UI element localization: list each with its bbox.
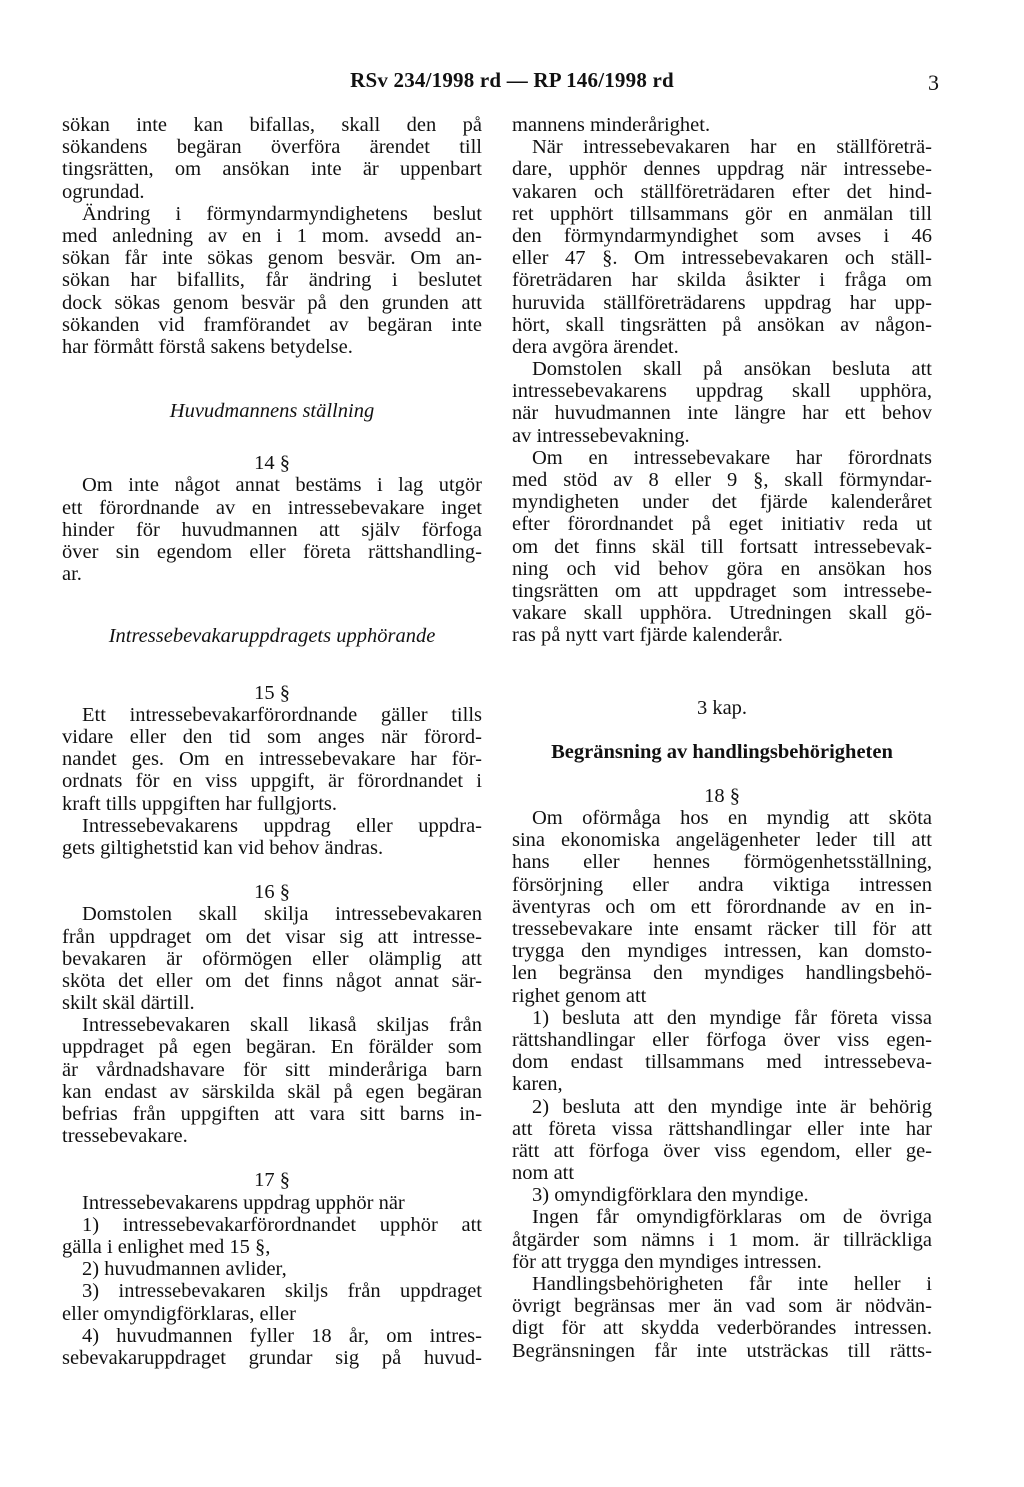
text-line: Handlingsbehörigheten får inte heller i	[532, 1273, 932, 1296]
text-line: kan endast av särskilda skäl på egen begäran	[62, 1080, 482, 1103]
text-line: rättshandlingar eller förfoga över viss egen-	[512, 1028, 932, 1051]
section-mark-14: 14 §	[254, 452, 290, 475]
text-line: från uppdraget om det visar sig att intresse-	[62, 925, 482, 948]
section-heading-intressebevakaruppdragets-upphorande: Intressebevakaruppdragets upphörande	[108, 625, 436, 648]
text-line: företrädaren har skilda åsikter i fråga om	[512, 269, 932, 292]
text-line: karen,	[512, 1073, 563, 1096]
text-line: är vårdnadshavare för sitt minderåriga barn	[62, 1058, 482, 1081]
section-heading-huvudmannens-stallning: Huvudmannens ställning	[169, 400, 375, 423]
right-column	[512, 114, 932, 1362]
text-line: myndigheten under det fjärde kalenderåret	[512, 491, 932, 514]
text-line: med stöd av 8 eller 9 §, skall förmyndar-	[512, 469, 932, 491]
text-line: av intressebevakning.	[512, 424, 690, 447]
text-line: sköta det eller om det finns något annat sär-	[62, 969, 482, 992]
text-line: ras på nytt vart fjärde kalenderår.	[512, 624, 783, 647]
text-line: Intressebevakarens uppdrag upphör när	[82, 1191, 405, 1214]
section-mark-17: 17 §	[254, 1169, 290, 1192]
text-line: vakare skall upphöra. Utredningen skall gö-	[512, 602, 932, 625]
running-title: RSv 234/1998 rd — RP 146/1998 rd	[350, 68, 674, 92]
text-line: tingsrätten om att uppdraget som intressebe-	[512, 579, 932, 602]
text-line: len begränsa den myndiges handlingsbehö-	[512, 962, 932, 985]
list-item: 3) intressebevakaren skiljs från uppdraget	[82, 1280, 482, 1303]
section-18-text	[512, 807, 932, 1362]
text-line: hans eller hennes förmögenhetsställning,	[512, 851, 932, 874]
text-line: sökan har bifallits, får ändring i beslutet	[62, 269, 482, 292]
text-line: sebevakaruppdraget grundar sig på huvud-	[62, 1346, 482, 1369]
section-mark-18: 18 §	[704, 784, 740, 807]
text-line: dera avgöra ärendet.	[512, 335, 679, 358]
text-line: eller 47 §. Om intressebevakaren och ställ-	[512, 247, 932, 270]
text-line: tressebevakare inte ensamt räcker till för att	[512, 918, 932, 941]
left-column	[62, 114, 482, 1369]
text-line: Domstolen skall skilja intressebevakaren	[82, 903, 482, 926]
text-line: när huvudmannen inte längre har ett behov	[512, 402, 932, 425]
text-line: ret upphört tillsammans gör en anmälan till	[512, 202, 932, 225]
list-item: 4) huvudmannen fyller 18 år, om intres-	[82, 1324, 482, 1347]
text-line: huruvida ställföreträdarens uppdrag har upp-	[512, 291, 932, 314]
continued-section-17-text	[512, 114, 932, 647]
page-number: 3	[928, 70, 939, 95]
section-mark-15: 15 §	[254, 681, 290, 704]
list-item: 3) omyndigförklara den myndige.	[532, 1184, 809, 1207]
text-line: Ingen får omyndigförklaras om de övriga	[532, 1206, 932, 1229]
text-line: har förmått förstå sakens betydelse.	[62, 335, 353, 358]
text-line: rätt att förfoga över viss egendom, eller ge-	[512, 1139, 932, 1162]
text-line: dare, upphör dennes uppdrag när intressebe-	[512, 158, 932, 181]
text-line: sina ekonomiska angelägenheter leder till att	[512, 829, 932, 852]
text-line: Ändring i förmyndarmyndighetens beslut	[82, 202, 482, 225]
section-17-text	[62, 1192, 482, 1370]
text-line: befrias från uppgiften att vara sitt barns in-	[62, 1103, 482, 1126]
list-item: 1) besluta att den myndige får företa vissa	[532, 1006, 932, 1029]
text-line: Domstolen skall på ansökan besluta att	[532, 358, 932, 381]
section-14-text	[62, 474, 482, 585]
text-line: eller omyndigförklaras, eller	[62, 1302, 296, 1325]
text-line: righet genom att	[512, 984, 647, 1007]
page-header	[0, 68, 1024, 98]
list-item: 2) huvudmannen avlider,	[82, 1258, 287, 1281]
text-line: sökanden vid framförandet av begäran inte	[62, 313, 482, 336]
text-line: över sin egendom eller företa rättshandling-	[62, 541, 482, 564]
text-line: trygga den myndiges intressen, kan domsto-	[512, 940, 932, 963]
section-15-text	[62, 704, 482, 859]
text-line: uppdraget på egen begäran. En förälder som	[62, 1036, 482, 1059]
text-line: tressebevakare.	[62, 1125, 188, 1148]
text-line: ogrundad.	[62, 180, 145, 203]
text-line: om det finns skäl till fortsatt intressebevak-	[512, 535, 932, 558]
text-line: åtgärder som nämns i 1 mom. är tillräckliga	[512, 1228, 932, 1251]
text-line: nandet ges. Om en intressebevakare har för-	[62, 748, 482, 771]
chapter-heading: Begränsning av handlingsbehörigheten	[551, 740, 893, 763]
text-line: dock sökas genom besvär på den grunden att	[62, 291, 482, 314]
text-line: äventyras och om ett förordnande av en in-	[512, 895, 932, 918]
text-line: tingsrätten, om ansökan inte är uppenbart	[62, 158, 482, 181]
text-line: försörjning eller andra viktiga intressen	[512, 873, 932, 896]
text-line: gets giltighetstid kan vid behov ändras.	[62, 836, 384, 859]
text-line: sökandens begäran överföra ärendet till	[62, 136, 482, 159]
text-line: ning och vid behov göra en ansökan hos	[512, 557, 932, 580]
text-line: Ett intressebevakarförordnande gäller tills	[82, 703, 482, 726]
list-item: 2) besluta att den myndige inte är behörig	[532, 1095, 932, 1118]
text-line: gälla i enlighet med 15 §,	[62, 1235, 271, 1258]
text-line: hinder för huvudmannen att själv förfoga	[62, 518, 482, 541]
text-line: den förmyndarmyndighet som avses i 46	[512, 224, 932, 247]
text-line: När intressebevakaren har en ställföreträ-	[532, 136, 932, 159]
text-line: hört, skall tingsrätten på ansökan av någon-	[512, 313, 932, 336]
text-line: med anledning av en i 1 mom. avsedd an-	[62, 224, 482, 247]
text-line: för att trygga den myndiges intressen.	[512, 1250, 822, 1273]
section-mark-16: 16 §	[254, 881, 290, 904]
text-line: Om en intressebevakare har förordnats	[532, 446, 932, 469]
text-line: övrigt begränsas mer än vad som är nödvän-	[512, 1295, 932, 1318]
intro-paragraphs	[62, 114, 482, 358]
text-line: kraft tills uppgiften har fullgjorts.	[62, 792, 337, 815]
text-line: vakaren och ställföreträdaren efter det hind-	[512, 180, 932, 203]
text-line: vidare eller den tid som anges när förord-	[62, 726, 482, 748]
text-line: att företa vissa rättshandlingar eller inte har	[512, 1117, 932, 1140]
text-line: intressebevakarens uppdrag skall upphöra,	[512, 380, 932, 403]
text-line: ett förordnande av en intressebevakare inget	[62, 496, 482, 519]
text-line: digt för att skydda vederbörandes intressen.	[512, 1317, 932, 1340]
text-line: Intressebevakaren skall likaså skiljas från	[82, 1014, 482, 1037]
text-line: sökan inte kan bifallas, skall den på	[62, 114, 482, 136]
text-line: ordnats för en viss uppgift, är förordnandet i	[62, 770, 482, 793]
text-line: Om inte något annat bestäms i lag utgör	[82, 474, 482, 497]
text-line: Intressebevakarens uppdrag eller uppdra-	[82, 814, 482, 837]
text-line: nom att	[512, 1162, 575, 1185]
text-line: skilt skäl därtill.	[62, 992, 195, 1015]
text-line: Begränsningen får inte utsträckas till rätts-	[512, 1339, 932, 1362]
text-line: mannens minderårighet.	[512, 114, 711, 136]
text-line: bevakaren är oförmögen eller olämplig att	[62, 947, 482, 970]
section-16-text	[62, 903, 482, 1147]
text-line: sökan får inte sökas genom besvär. Om an-	[62, 247, 482, 270]
chapter-number: 3 kap.	[696, 696, 748, 719]
text-line: dom endast tillsammans med intressebeva-	[512, 1051, 932, 1074]
list-item: 1) intressebevakarförordnandet upphör att	[82, 1213, 482, 1236]
text-line: Om oförmåga hos en myndig att sköta	[532, 807, 932, 830]
text-line: efter förordnandet på eget initiativ reda ut	[512, 513, 932, 536]
text-line: ar.	[62, 563, 82, 586]
